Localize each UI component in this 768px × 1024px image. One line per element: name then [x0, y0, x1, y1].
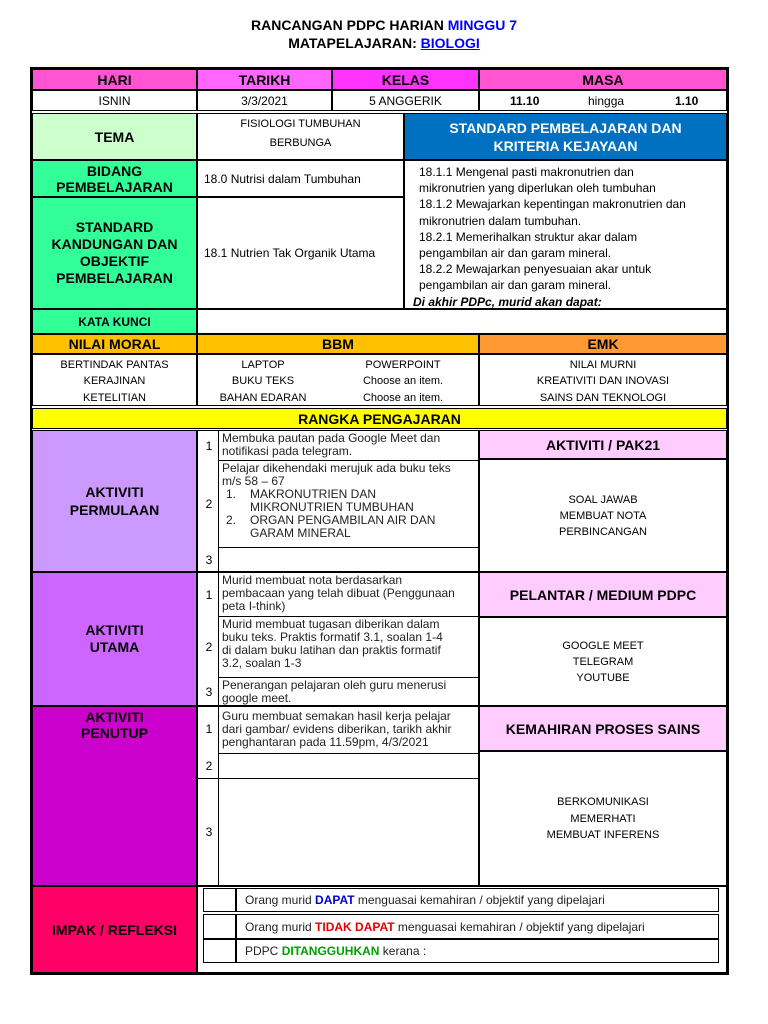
step-text [222, 710, 477, 749]
bbm-item: BAHAN EDARAN [219, 392, 307, 404]
nilai-item: KETELITIAN [83, 392, 146, 404]
masa-value [479, 90, 727, 111]
impak-keyword: DITANGGUHKAN [281, 944, 380, 958]
pelantar-list [479, 617, 727, 706]
step-line: 3.2, soalan 1-3 [222, 656, 302, 670]
standards-footer: Di akhir PDPc, murid akan dapat: [413, 294, 602, 309]
step-line: Murid membuat tugasan diberikan dalam [222, 617, 440, 631]
list-text: MAKRONUTRIEN DAN [250, 487, 377, 501]
rangka-header: RANGKA PENGAJARAN [32, 408, 727, 429]
impak-row-tidak-dapat [236, 914, 719, 939]
standard-line: pengambilan air dan garam mineral. [419, 246, 612, 261]
label-line: AKTIVITI [85, 709, 144, 725]
masa-end: 1.10 [675, 94, 699, 108]
step-line: google meet. [222, 691, 292, 705]
bbm-item: BUKU TEKS [231, 375, 295, 387]
emk-list [479, 354, 727, 406]
bbm-choose-item[interactable]: Choose an item. [362, 375, 444, 387]
kata-kunci-value[interactable] [197, 309, 727, 334]
label-line: AKTIVITI [85, 622, 144, 638]
tema-label: TEMA [32, 113, 197, 160]
standard-line: 18.2.2 Mewajarkan penyesuaian akar untuk [419, 262, 652, 277]
step-number: 3 [205, 684, 213, 699]
kps-header: KEMAHIRAN PROSES SAINS [479, 706, 727, 751]
row-divider [218, 547, 478, 548]
step-number: 2 [205, 497, 213, 511]
pak21-item: MEMBUAT NOTA [559, 510, 647, 522]
emk-item: KREATIVITI DAN INOVASI [536, 375, 670, 387]
page-title [0, 16, 768, 34]
nilai-list [32, 354, 197, 406]
utama-steps [197, 572, 479, 706]
pak21-header: AKTIVITI / PAK21 [479, 430, 727, 459]
standard-line: mikronutrien yang diperlukan oleh tumbuhan [419, 181, 656, 196]
title-text: RANCANGAN PDPC HARIAN [250, 17, 448, 33]
pak21-item: SOAL JAWAB [568, 494, 638, 506]
step-text [222, 679, 477, 705]
impak-keyword: DAPAT [315, 893, 355, 907]
penutup-label-text [33, 709, 196, 741]
step-text [222, 432, 477, 458]
impak-label: IMPAK / REFLEKSI [32, 886, 197, 973]
step-text [222, 618, 477, 670]
step-text [222, 574, 477, 613]
pak21-list [479, 459, 727, 572]
step-number: 1 [205, 722, 213, 736]
row-divider [198, 778, 478, 779]
step-line: Guru membuat semakan hasil kerja pelajar [222, 709, 451, 723]
standard-line: pengambilan air dan garam mineral. [419, 278, 612, 293]
pak21-item: PERBINCANGAN [558, 526, 648, 538]
standard-line: mikronutrien dalam tumbuhan. [419, 213, 582, 228]
bbm-header: BBM [197, 334, 479, 354]
nilai-item: KERAJINAN [83, 375, 146, 387]
kps-item: BERKOMUNIKASI [557, 796, 649, 808]
masa-start: 11.10 [510, 94, 540, 108]
nilai-moral-header: NILAI MORAL [32, 334, 197, 354]
impak-text: menguasai kemahiran / objektif yang dipelajari [394, 919, 645, 934]
hari-value: ISNIN [32, 90, 197, 111]
impak-count-input[interactable] [203, 914, 236, 939]
bbm-item: POWERPOINT [365, 359, 441, 371]
pelantar-item: GOOGLE MEET [562, 640, 644, 652]
impak-text: Orang murid [245, 893, 316, 907]
masa-hingga: hingga [588, 94, 625, 108]
standard-kandungan-label: STANDARD KANDUNGAN DAN OBJEKTIF PEMBELAJARAN [32, 197, 197, 309]
utama-label-text [85, 622, 143, 656]
label-line: UTAMA [89, 639, 140, 655]
tema-line: BERBUNGA [269, 137, 332, 149]
step-line: peta I-think) [222, 599, 286, 613]
standard-line: 18.1.2 Mewajarkan kepentingan makronutrien dan [419, 197, 686, 212]
step-text [222, 462, 477, 540]
impak-row-dapat [236, 888, 719, 912]
kelas-header: KELAS [332, 69, 479, 90]
standard-line: 18.2.1 Memerihalkan struktur akar dalam [419, 229, 638, 244]
label-line: PENUTUP [81, 725, 148, 741]
emk-item: NILAI MURNI [569, 359, 637, 371]
impak-keyword: TIDAK DAPAT [315, 919, 395, 934]
list-text: GARAM MINERAL [250, 526, 351, 540]
pelantar-item: TELEGRAM [572, 656, 634, 668]
bidang-value: 18.0 Nutrisi dalam Tumbuhan [197, 160, 404, 197]
step-number: 2 [205, 640, 213, 654]
step-divider [218, 707, 219, 885]
step-number: 3 [205, 552, 213, 567]
list-text: MIKRONUTRIEN TUMBUHAN [250, 500, 414, 514]
step-line: penghantaran pada 11.59pm, 4/3/2021 [222, 735, 429, 749]
impak-text: kerana : [379, 944, 427, 958]
kps-list [479, 751, 727, 886]
step-line: Murid membuat nota berdasarkan [222, 573, 403, 587]
bbm-item: LAPTOP [241, 359, 285, 371]
emk-header: EMK [479, 334, 727, 354]
step-number: 2 [205, 759, 213, 773]
bbm-choose-item[interactable]: Choose an item. [362, 392, 444, 404]
tema-value [197, 113, 404, 160]
kelas-value: 5 ANGGERIK [332, 90, 479, 111]
step-divider [218, 573, 219, 705]
utama-label [32, 572, 197, 706]
step-line: pembacaan yang telah dibuat (Penggunaan [222, 586, 455, 600]
impak-text: menguasai kemahiran / objektif yang dipelajari [354, 893, 605, 907]
kata-kunci-label: KATA KUNCI [32, 309, 197, 334]
list-number: 1. [226, 487, 237, 501]
subject-title [0, 34, 768, 52]
pelantar-item: YOUTUBE [576, 672, 630, 684]
bbm-list [197, 354, 479, 406]
masa-header: MASA [479, 69, 727, 90]
pelantar-header: PELANTAR / MEDIUM PDPC [479, 572, 727, 617]
step-line: Penerangan pelajaran oleh guru menerusi [222, 678, 447, 692]
list-text: ORGAN PENGAMBILAN AIR DAN [250, 513, 436, 527]
standard-line: 18.1.1 Mengenal pasti makronutrien dan [419, 165, 634, 179]
tema-line: FISIOLOGI TUMBUHAN [240, 118, 361, 130]
week-label: MINGGU 7 [447, 17, 517, 33]
penutup-label [32, 706, 197, 886]
step-line: Membuka pautan pada Google Meet dan [222, 431, 441, 445]
standard-kandungan-value: 18.1 Nutrien Tak Organik Utama [197, 197, 404, 309]
step-line: notifikasi pada telegram. [222, 444, 353, 458]
nilai-item: BERTINDAK PANTAS [60, 359, 169, 371]
impak-checkbox[interactable] [203, 939, 236, 963]
step-divider [218, 431, 219, 571]
impak-count-input[interactable] [203, 888, 236, 912]
impak-text: Orang murid [245, 919, 316, 934]
kps-item: MEMERHATI [570, 813, 636, 825]
kps-item: MEMBUAT INFERENS [546, 829, 660, 841]
row-divider [218, 753, 478, 754]
step-line: buku teks. Praktis formatif 3.1, soalan 1-4 [222, 630, 443, 644]
permulaan-steps [197, 430, 479, 572]
impak-row-ditangguhkan [236, 939, 719, 963]
step-line: di dalam buku latihan dan praktis formatif [222, 643, 441, 657]
tarikh-header: TARIKH [197, 69, 332, 90]
permulaan-label: AKTIVITI PERMULAAN [32, 430, 197, 572]
subject-value: BIOLOGI [420, 35, 480, 51]
step-number: 1 [205, 438, 213, 453]
penutup-steps [197, 706, 479, 886]
step-line: Pelajar dikehendaki merujuk ada buku teks [222, 461, 451, 475]
list-number: 2. [226, 513, 237, 527]
bidang-label: BIDANG PEMBELAJARAN [32, 160, 197, 197]
step-line: dari gambar/ evidens diberikan, tarikh akhir [222, 722, 452, 736]
standard-pembelajaran-header: STANDARD PEMBELAJARAN DAN KRITERIA KEJAYAAN [404, 113, 727, 160]
impak-text: PDPC [245, 944, 282, 958]
step-number: 3 [205, 825, 213, 839]
tarikh-value: 3/3/2021 [197, 90, 332, 111]
step-line: m/s 58 – 67 [222, 474, 285, 488]
hari-header: HARI [32, 69, 197, 90]
step-number: 1 [205, 587, 213, 602]
emk-item: SAINS DAN TEKNOLOGI [539, 392, 667, 404]
standards-list [404, 160, 727, 309]
subject-label: MATAPELAJARAN: [288, 35, 421, 51]
